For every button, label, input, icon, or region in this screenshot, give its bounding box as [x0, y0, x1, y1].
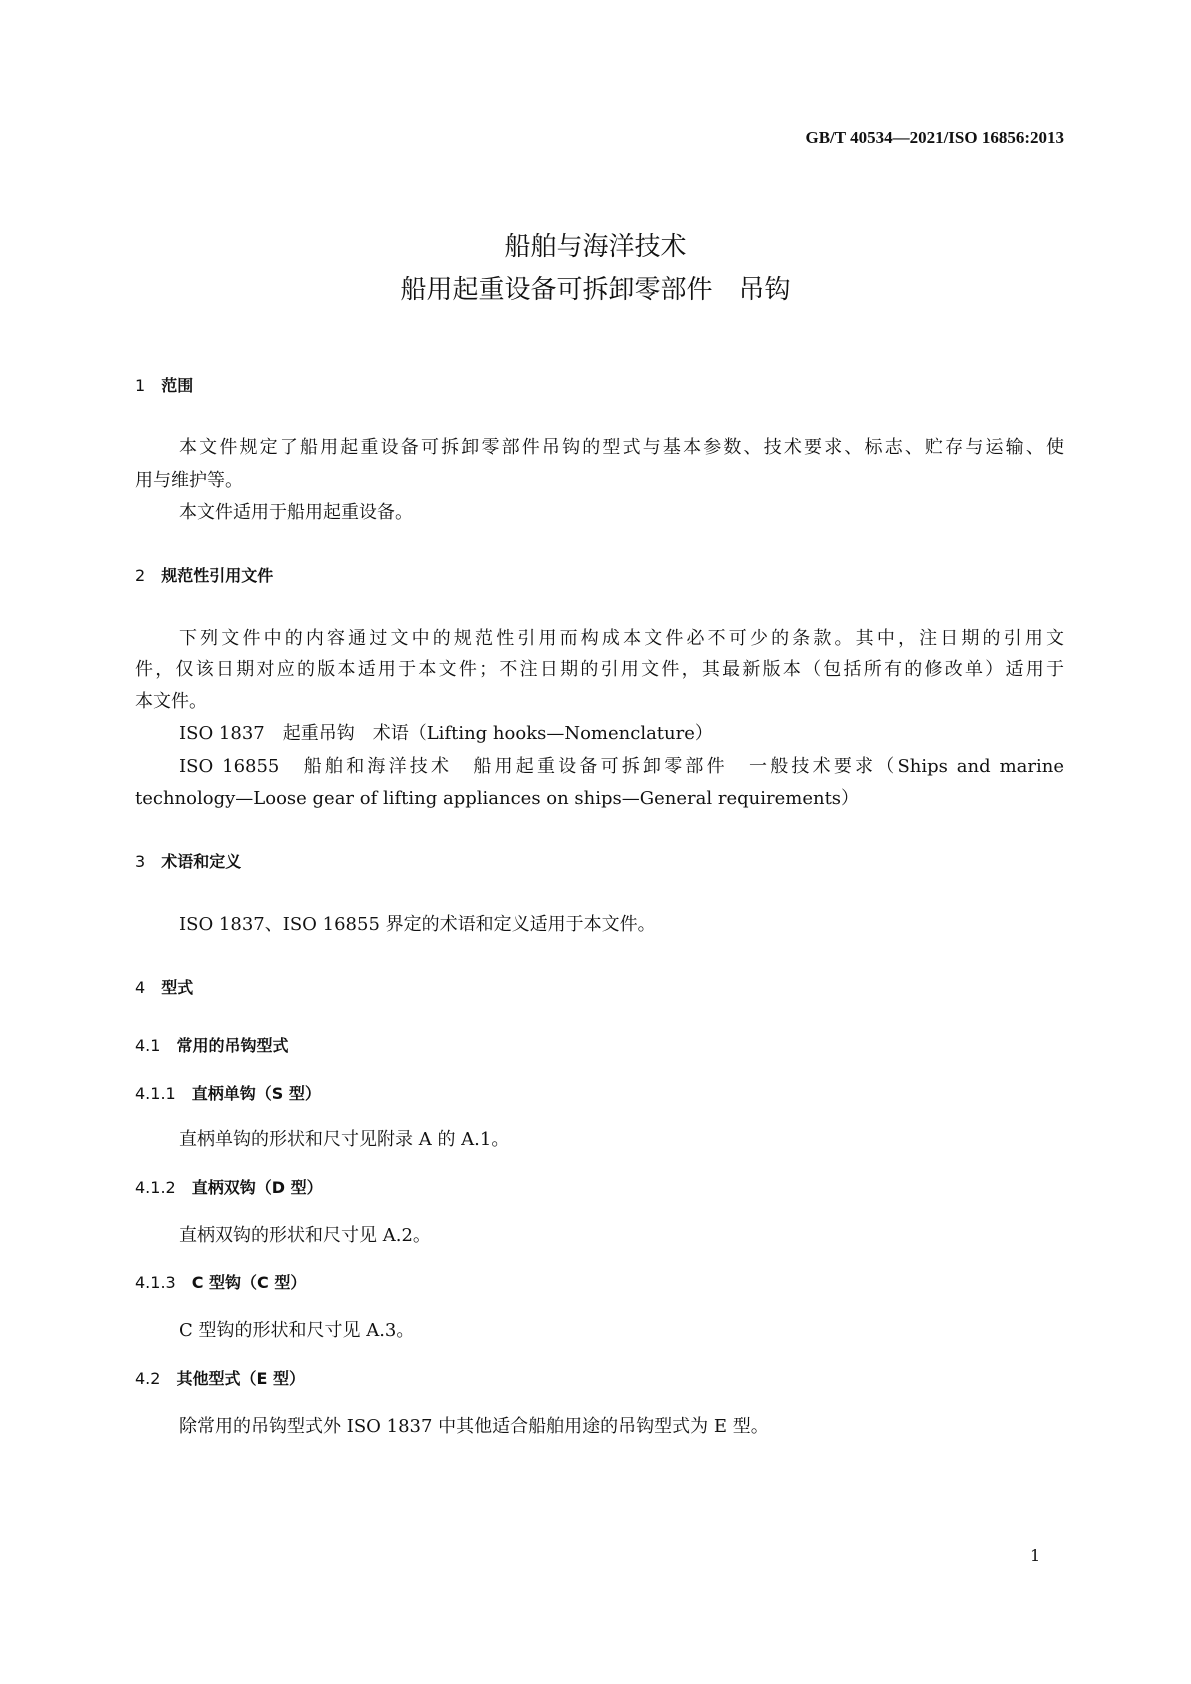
section-4-heading [135, 977, 193, 999]
reference-iso-16855: ISO 16855 船舶和海洋技术 船用起重设备可拆卸零部件 一般技术要求（Ships and marine [179, 756, 1064, 777]
page-number: 1 [1030, 1546, 1041, 1565]
paragraph-line: 本文件规定了船用起重设备可拆卸零部件吊钩的型式与基本参数、技术要求、标志、贮存与运输、使 [179, 437, 1064, 458]
title-line-2: 船用起重设备可拆卸零部件 吊钩 [400, 275, 791, 305]
section-4-1-1-heading [135, 1083, 321, 1105]
section-number: 3 [135, 852, 146, 871]
section-title: C 型钩（C 型） [191, 1273, 307, 1292]
section-number: 4.1.1 [135, 1084, 176, 1103]
section-title: 其他型式（E 型） [176, 1369, 305, 1388]
title-line-1: 船舶与海洋技术 [504, 232, 687, 262]
document-header: GB/T 40534—2021/ISO 16856:2013 [805, 128, 1064, 147]
paragraph-line: 件，仅该日期对应的版本适用于本文件；不注日期的引用文件，其最新版本（包括所有的修改单）适用于 [135, 659, 1064, 680]
section-title: 常用的吊钩型式 [176, 1036, 289, 1055]
section-number: 4.1.2 [135, 1178, 176, 1197]
section-number: 2 [135, 566, 146, 585]
section-3-heading [135, 851, 241, 873]
paragraph-line: 直柄单钩的形状和尺寸见附录 A 的 A.1。 [179, 1129, 510, 1150]
section-1-heading [135, 375, 193, 397]
paragraph-line: 用与维护等。 [135, 470, 243, 491]
paragraph-line: C 型钩的形状和尺寸见 A.3。 [179, 1320, 415, 1341]
section-title: 直柄单钩（S 型） [191, 1084, 321, 1103]
section-number: 4.2 [135, 1369, 161, 1388]
paragraph-line: 下列文件中的内容通过文中的规范性引用而构成本文件必不可少的条款。其中，注日期的引用文 [179, 628, 1064, 649]
section-number: 4.1 [135, 1036, 161, 1055]
section-title: 型式 [161, 978, 194, 997]
paragraph-line: 直柄双钩的形状和尺寸见 A.2。 [179, 1225, 431, 1246]
reference-iso-16855-cont: technology—Loose gear of lifting appliances on ships—General requirements） [135, 788, 860, 809]
paragraph-line: 除常用的吊钩型式外 ISO 1837 中其他适合船舶用途的吊钩型式为 E 型。 [179, 1416, 769, 1437]
section-number: 4.1.3 [135, 1273, 176, 1292]
section-4-1-3-heading [135, 1272, 306, 1294]
section-title: 术语和定义 [161, 852, 242, 871]
section-title: 规范性引用文件 [161, 566, 274, 585]
paragraph-line: 本文件适用于船用起重设备。 [179, 502, 413, 523]
section-4-2-heading [135, 1368, 305, 1390]
section-title: 范围 [161, 376, 194, 395]
section-number: 1 [135, 376, 146, 395]
section-4-1-heading [135, 1035, 288, 1057]
section-2-heading [135, 565, 273, 587]
paragraph-line: 本文件。 [135, 691, 207, 712]
section-4-1-2-heading [135, 1177, 323, 1199]
reference-iso-1837: ISO 1837 起重吊钩 术语（Lifting hooks—Nomenclature） [179, 723, 713, 744]
paragraph-line: ISO 1837、ISO 16855 界定的术语和定义适用于本文件。 [179, 914, 656, 935]
section-number: 4 [135, 978, 146, 997]
section-title: 直柄双钩（D 型） [191, 1178, 323, 1197]
